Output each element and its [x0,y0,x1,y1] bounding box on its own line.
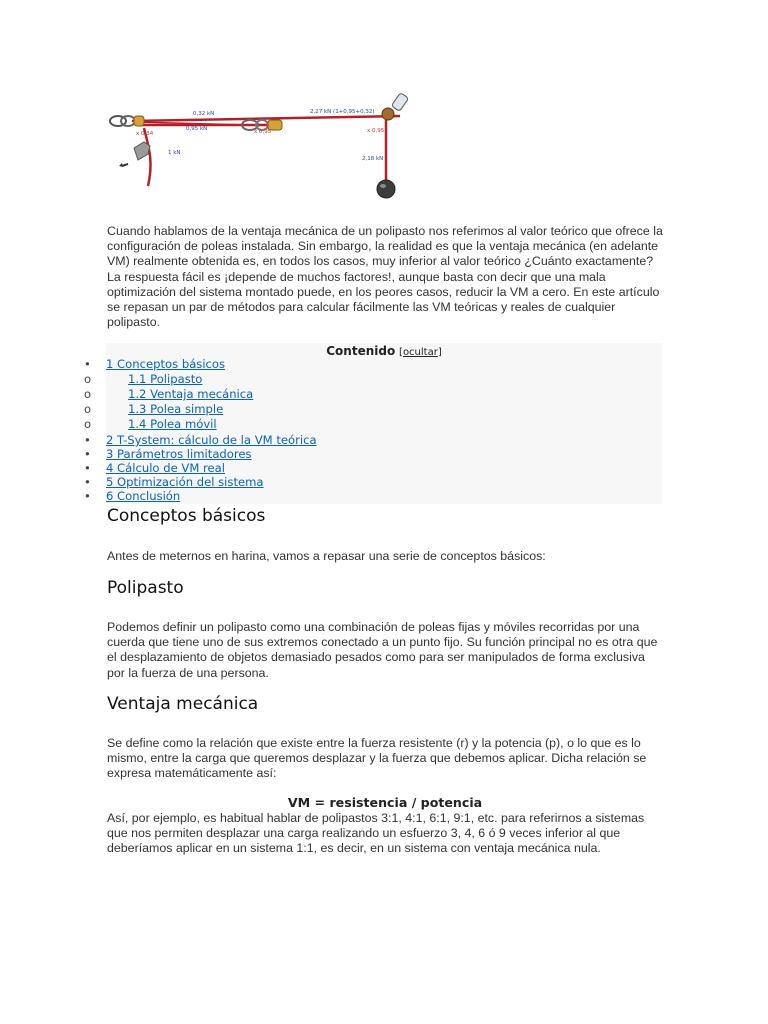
label-force-mid: 0,95 kN [186,126,208,132]
toc-bracket-open: [ [399,347,403,358]
label-eff-left: x 0,34 [136,131,154,137]
label-force-top-left: 0,32 kN [193,111,215,117]
toc-link-conceptos[interactable]: 1 Conceptos básicos [106,357,226,371]
toc-bullet: • [84,461,91,475]
load-weight-icon [377,180,395,198]
label-force-hand: 1 kN [168,150,181,156]
toc-link-polea-movil[interactable]: 1.4 Polea móvil [128,417,217,431]
toc-link-polipasto[interactable]: 1.1 Polipasto [128,372,203,386]
toc-bullet: o [84,402,92,416]
label-force-load: 2,18 kN [362,156,384,162]
left-anchor-icon [110,116,144,126]
toc-link-ventaja[interactable]: 1.2 Ventaja mecánica [128,387,254,401]
intro-paragraph: Cuando hablamos de la ventaja mecánica de un polipasto nos referimos al valor teórico que ofrece la configuración de poleas instalada. Sin embargo, la realidad es que la ventaja mecánica (en adelante VM) realmente obtenida es, en todos los casos, muy inferior al valor teórico ¿Cuánto exactamente? La respuesta fácil es ¡depende de muchos factores!, aunque basta con decir que una mala optimización del sistema montado puede, en los peores casos, reducir la VM a cero. En este artículo se repasan un par de métodos para calcular fácilmente las VM teóricas y reales de cualquier polipasto. [107,224,663,330]
toc-bullet: o [84,387,92,401]
heading-conceptos: Conceptos básicos [107,506,266,526]
toc-link-conclusion[interactable]: 6 Conclusión [106,489,181,503]
toc-bullet: • [84,489,91,503]
toc-title: Contenido [326,344,396,358]
toc-bullet: • [84,475,91,489]
formula-vm: VM = resistencia / potencia [287,795,483,810]
toc-bracket-close: ] [437,347,442,358]
pulley-diagram [104,90,424,205]
heading-ventaja: Ventaja mecánica [107,694,259,714]
toc-link-parametros[interactable]: 3 Parámetros limitadores [106,447,252,461]
heading-polipasto: Polipasto [107,578,184,598]
toc-bullet: o [84,372,92,386]
toc-toggle-link[interactable]: ocultar [402,347,438,358]
label-eff-right: x 0,95 [367,128,385,134]
label-force-top-right: 2,27 kN (1+0,95+0,32) [310,109,375,115]
toc-link-optimizacion[interactable]: 5 Optimización del sistema [106,475,264,489]
hand-glove-icon [119,142,150,167]
toc-bullet: • [84,357,91,371]
paragraph-conceptos: Antes de meternos en harina, vamos a repasar una serie de conceptos básicos: [107,549,546,563]
toc-bullet: • [84,433,91,447]
paragraph-ventaja-example: Así, por ejemplo, es habitual hablar de polipastos 3:1, 4:1, 6:1, 9:1, etc. para referirnos a sistemas que nos permiten desplazar una carga realizando un esfuerzo 3, 4, 6 ó 9 veces inferior al que deberíamos aplicar en un sistema 1:1, es decir, en un sistema con ventaja mecánica nula. [107,811,645,856]
toc-header [106,343,662,358]
toc-bullet: o [84,417,92,431]
toc-link-calculo[interactable]: 4 Cálculo de VM real [106,461,225,475]
pulley-diagram-svg [104,90,424,205]
toc-link-t-system[interactable]: 2 T-System: cálculo de la VM teórica [106,433,317,447]
table-of-contents [84,343,662,504]
toc-bullet: • [84,447,91,461]
paragraph-polipasto: Podemos definir un polipasto como una combinación de poleas fijas y móviles recorridas por una cuerda que tiene uno de sus extremos conectado a un punto fijo. Su función principal no es otra que el desplazamiento de objetos demasiado pesados como para ser manipulados de forma exclusiva por la fuerza de una persona. [107,620,658,680]
label-eff-mid: x 0,95 [254,129,272,135]
paragraph-ventaja: Se define como la relación que existe entre la fuerza resistente (r) y la potencia (p), o lo que es lo mismo, entre la carga que queremos desplazar y la fuerza que debemos aplicar. Dicha relación se expresa matemáticamente así: [107,736,647,781]
toc-link-polea-simple[interactable]: 1.3 Polea simple [128,402,224,416]
